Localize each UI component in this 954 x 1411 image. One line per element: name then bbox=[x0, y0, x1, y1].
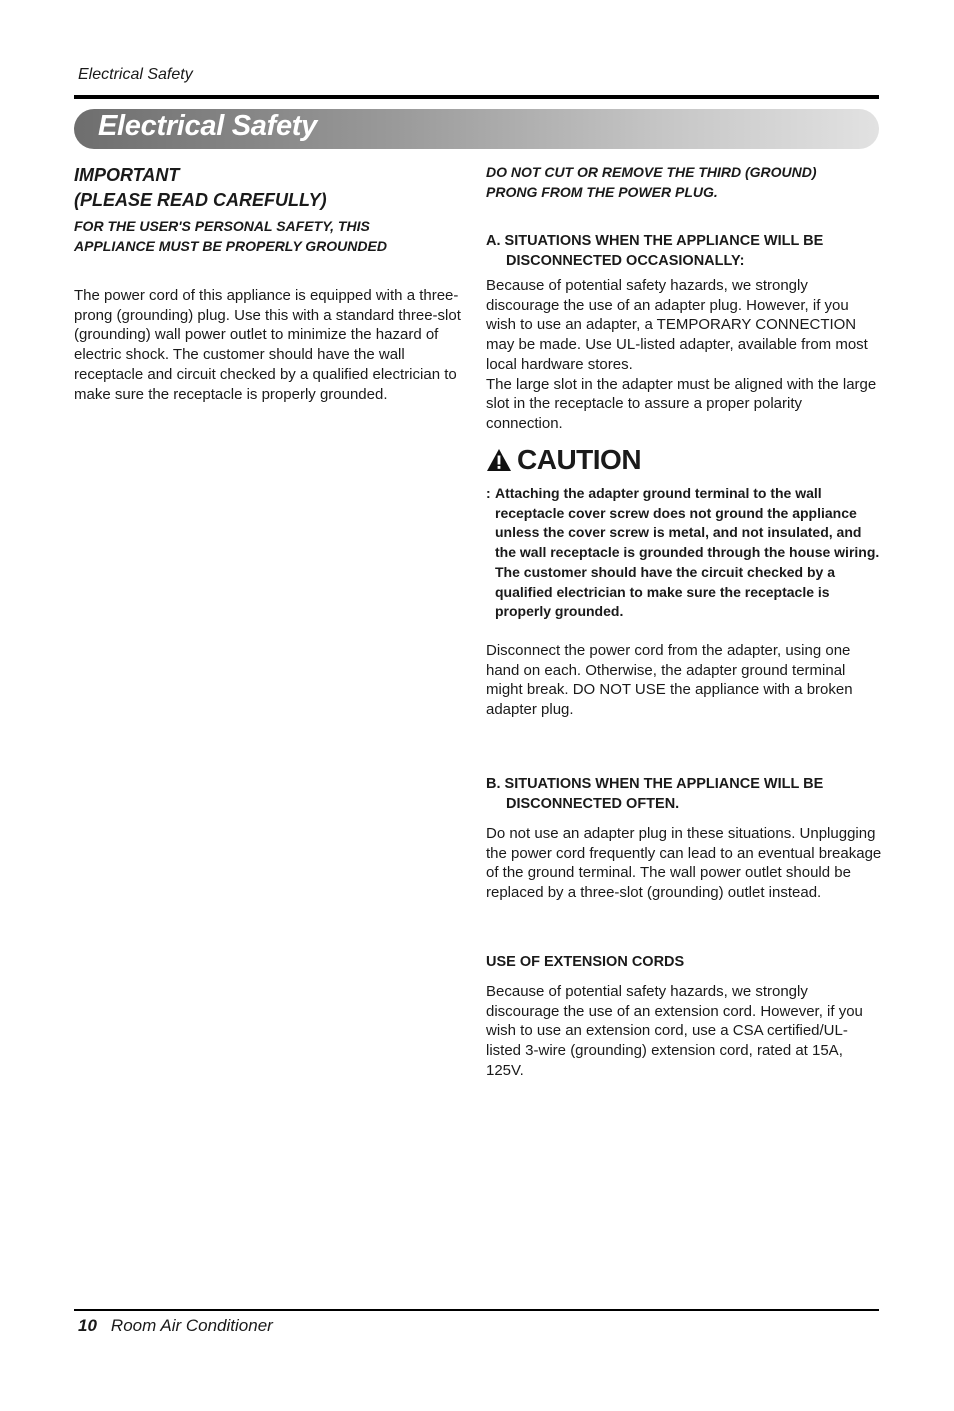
important-line-2: (PLEASE READ CAREFULLY) bbox=[74, 190, 327, 210]
page-title: Electrical Safety bbox=[98, 110, 317, 142]
section-a-paragraph-2: The large slot in the adapter must be aligned with the large slot in the receptacle to assure a proper polarity connection. bbox=[486, 375, 877, 432]
section-b-paragraph: Do not use an adapter plug in these situations. Unplugging the power cord frequently can lead to an eventual breakage of the ground terminal. The wall power outlet should be replaced by a three-slot (grounding) outlet instead. bbox=[486, 825, 882, 902]
page-footer bbox=[78, 1316, 273, 1336]
caution-title: CAUTION bbox=[517, 444, 642, 475]
extension-cords-heading: USE OF EXTENSION CORDS bbox=[486, 954, 685, 970]
running-header: Electrical Safety bbox=[78, 66, 193, 83]
section-b-heading-line-2: DISCONNECTED OFTEN. bbox=[506, 796, 680, 812]
ground-prong-warning bbox=[486, 162, 882, 202]
ground-prong-warning-line-2: PRONG FROM THE POWER PLUG. bbox=[486, 184, 718, 200]
section-b-heading-line-1: B. SITUATIONS WHEN THE APPLIANCE WILL BE bbox=[486, 776, 824, 792]
caution-prefix: : bbox=[486, 485, 491, 501]
title-banner bbox=[74, 109, 879, 149]
disconnect-paragraph: Disconnect the power cord from the adapter, using one hand on each. Otherwise, the adapter ground terminal might break. DO NOT USE the appliance with a broken adapter plug. bbox=[486, 642, 853, 719]
important-line-1: IMPORTANT bbox=[74, 165, 180, 185]
section-b-heading bbox=[486, 774, 882, 814]
ground-prong-warning-line-1: DO NOT CUT OR REMOVE THE THIRD (GROUND) bbox=[486, 164, 817, 180]
grounding-notice-line-2: APPLIANCE MUST BE PROPERLY GROUNDED bbox=[74, 238, 387, 254]
section-a-paragraph-1: Because of potential safety hazards, we strongly discourage the use of an adapter plug. However, if you wish to use an adapter, a TEMPORARY CONNECTION may be made. Use UL-listed adapter, available from most local hardware stores. bbox=[486, 277, 868, 373]
section-a-heading-line-1: A. SITUATIONS WHEN THE APPLIANCE WILL BE bbox=[486, 233, 824, 249]
caution-paragraph: Attaching the adapter ground terminal to the wall receptacle cover screw does not ground the appliance unless the cover screw is metal, and not insulated, and the wall receptacle is grounded through the house wiring. The customer should have the circuit checked by a qualified electrician to make sure the receptacle is properly grounded. bbox=[495, 485, 880, 620]
important-heading bbox=[74, 163, 327, 213]
grounding-notice bbox=[74, 216, 466, 256]
caution-text bbox=[486, 484, 886, 622]
section-a-heading-line-2: DISCONNECTED OCCASIONALLY: bbox=[506, 253, 745, 269]
power-cord-paragraph: The power cord of this appliance is equipped with a three-prong (grounding) plug. Use this with a standard three-slot (grounding) wall power outlet to minimize the hazard of electric shock. The customer should have the wall receptacle and circuit checked by a qualified electrician to make sure the receptacle is properly grounded. bbox=[74, 287, 461, 403]
section-a-body bbox=[486, 276, 882, 434]
page-number: 10 bbox=[78, 1316, 97, 1335]
grounding-notice-line-1: FOR THE USER'S PERSONAL SAFETY, THIS bbox=[74, 218, 370, 234]
footer-rule bbox=[74, 1309, 879, 1311]
header-rule bbox=[74, 95, 879, 99]
section-a-heading bbox=[486, 231, 882, 271]
footer-label: Room Air Conditioner bbox=[110, 1316, 273, 1335]
warning-triangle-icon bbox=[486, 448, 512, 472]
caution-heading bbox=[486, 444, 641, 476]
extension-cords-paragraph: Because of potential safety hazards, we strongly discourage the use of an extension cord. However, if you wish to use an extension cord, use a CSA certified/UL-listed 3-wire (grounding) extension cord, rated at 15A, 125V. bbox=[486, 983, 863, 1079]
